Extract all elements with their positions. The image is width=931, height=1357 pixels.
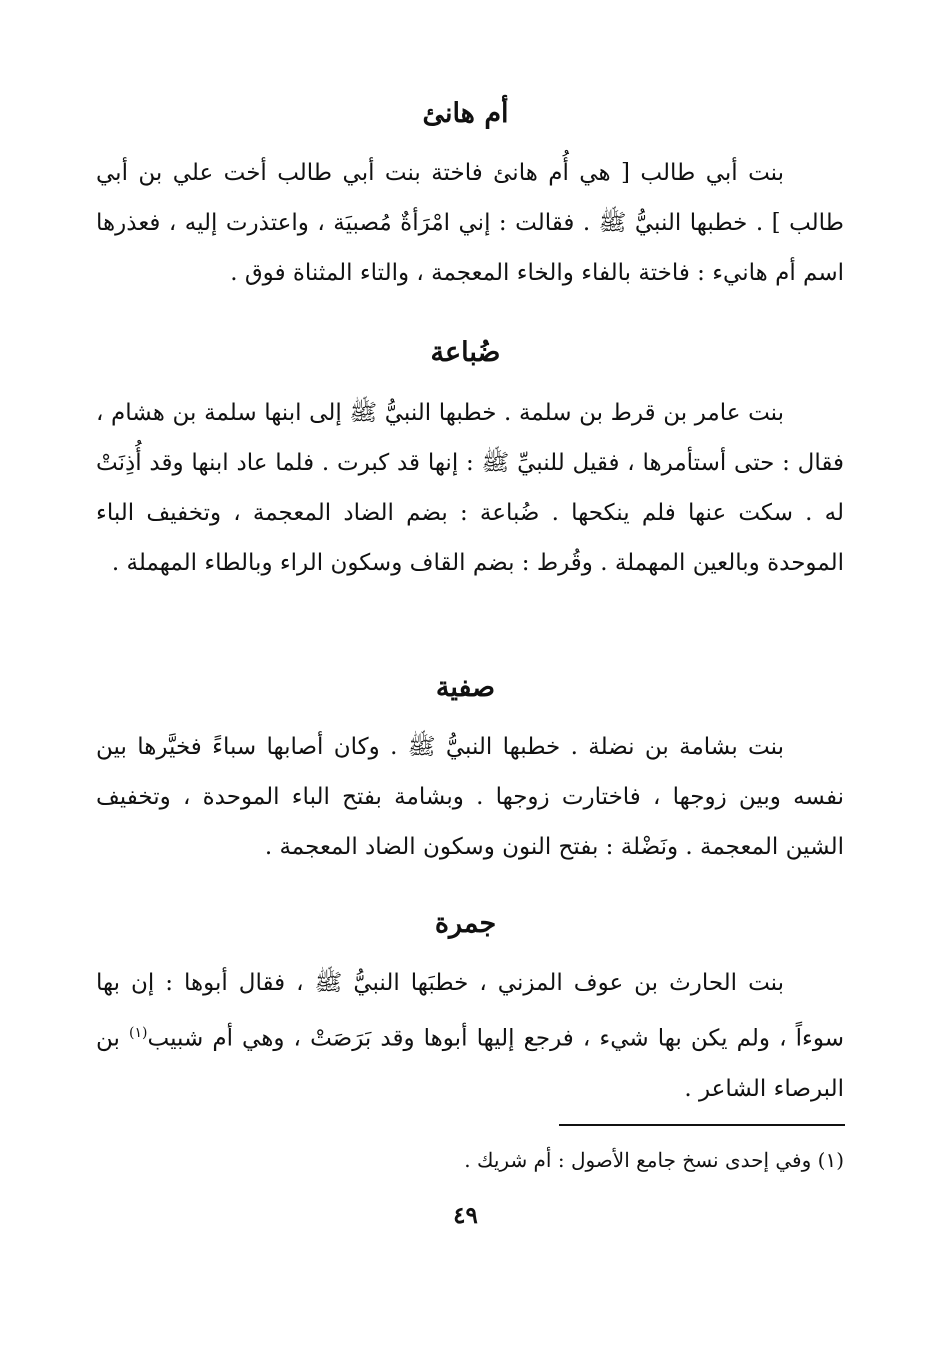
section-body-jamra-text-end: بن البرصاء الشاعر . (96, 1025, 844, 1102)
section-title-safiyya: صفية (435, 672, 496, 703)
section-body-safiyya: بنت بشامة بن نضلة . خطبها النبيُّ ﷺ . وكان أصابها سباءً فخيَّرها بين نفسه وبين زوجها ، فاختارت زوجها . وبشامة بفتح الباء الموحدة ، وتخفيف الشين المعجمة . ونَضْلة : بفتح النون وسكون الضاد المعجمة . (96, 734, 844, 860)
section-body-jamra (96, 958, 844, 1114)
footnote-text: (١) وفي إحدى نسخ جامع الأصول : أم شريك . (464, 1148, 844, 1172)
section-body-jamra-text: بنت الحارث بن عوف المزني ، خطبَها النبيُّ ﷺ ، فقال أبوها : إن بها سوءاً ، ولم يكن بها شيء ، فرجع إليها أبوها وقد بَرَصَتْ ، وهي أم شبيب (96, 970, 844, 1052)
section-body-dubaa: بنت عامر بن قرط بن سلمة . خطبها النبيُّ ﷺ إلى ابنها سلمة بن هشام ، فقال : حتى أستأمرها ، فقيل للنبيِّ ﷺ : إنها قد كبرت . فلما عاد ابنها وقد أُذِنَتْ له . سكت عنها فلم ينكحها . ضُباعة : بضم الضاد المعجمة ، وتخفيف الباء الموحدة وبالعين المهملة . وقُرط : بضم القاف وسكون الراء وبالطاء المهملة . (96, 400, 844, 576)
section-title-dubaa: ضُباعة (430, 337, 501, 368)
page-number: ٤٩ (453, 1202, 478, 1229)
section-title-jamra: جمرة (434, 908, 497, 939)
footnote-divider (559, 1124, 845, 1126)
section-title-umm-hani: أم هانئ (422, 98, 509, 129)
section-body-umm-hani: بنت أبي طالب [ هي أُم هانئ فاختة بنت أبي طالب أخت علي بن أبي طالب ] . خطبها النبيُّ ﷺ . فقالت : إني امْرَأةٌ مُصبيَة ، واعتذرت إليه ، فعذرها اسم أم هانيء : فاختة بالفاء والخاء المعجمة ، والتاء المثناة فوق . (96, 160, 844, 286)
footnote-marker: (١) (129, 1025, 148, 1041)
